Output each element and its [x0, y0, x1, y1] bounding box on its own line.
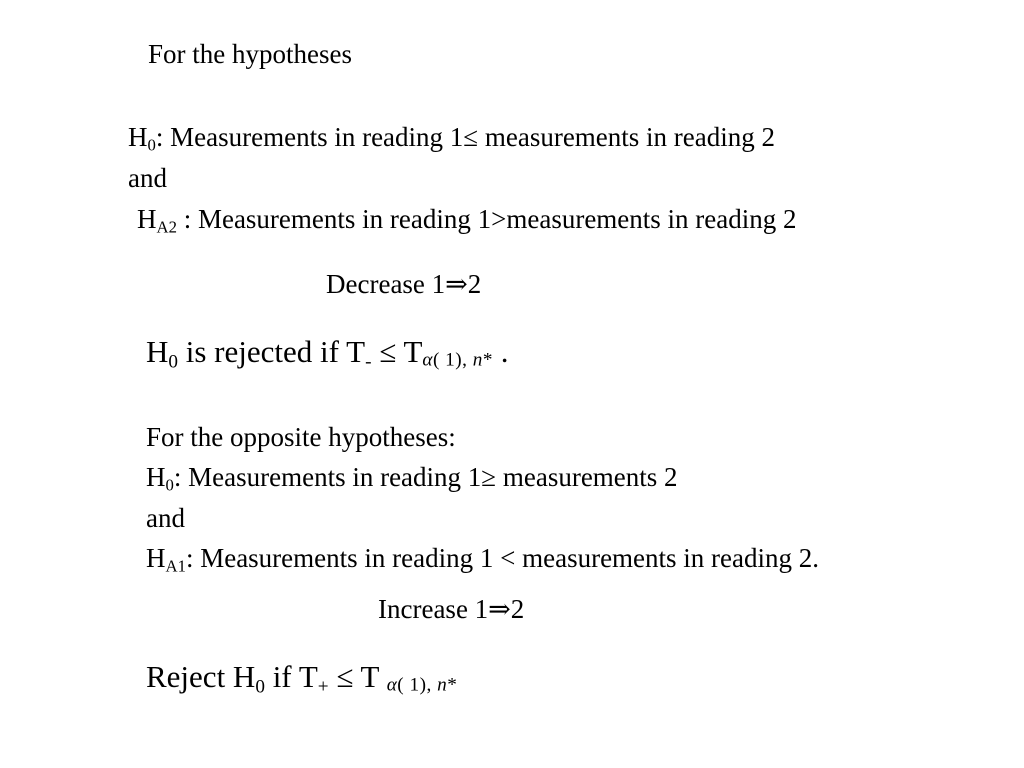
- star-symbol: *: [447, 674, 458, 696]
- alpha-symbol: α: [422, 349, 433, 371]
- h0-hypothesis-1: [128, 121, 775, 153]
- rule-h-letter: H: [146, 334, 169, 369]
- ha2-hypothesis: [137, 203, 797, 235]
- rule-leq: ≤ T: [371, 334, 423, 369]
- rule-start: Reject H: [146, 659, 256, 694]
- ha-letter: H: [137, 204, 157, 234]
- critical-value-subscript: [422, 349, 493, 370]
- critical-level: ( 1),: [432, 349, 473, 371]
- h0-subscript: 0: [165, 475, 174, 495]
- h0-hypothesis-2: [146, 461, 678, 493]
- ha-letter: H: [146, 543, 166, 573]
- ha-statement: : Measurements in reading 1 < measurements in reading 2.: [185, 543, 820, 573]
- direction-decrease: Decrease 1⇒2: [326, 269, 482, 299]
- alpha-symbol: α: [386, 674, 398, 696]
- ha-subscript: A1: [165, 556, 186, 576]
- and-connector-1: and: [128, 163, 167, 193]
- rule-text: if T: [264, 659, 318, 694]
- h0-statement: : Measurements in reading 1≤ measurements in reading 2: [155, 122, 776, 152]
- h0-letter: H: [146, 462, 166, 492]
- h0-statement: : Measurements in reading 1≥ measurements 2: [173, 462, 678, 492]
- critical-level: ( 1),: [397, 674, 438, 696]
- ha-subscript: A2: [156, 217, 177, 237]
- rule-h-subscript: 0: [168, 351, 178, 373]
- rejection-rule-1: [146, 334, 509, 373]
- h0-letter: H: [128, 122, 148, 152]
- rule-t-subscript: +: [317, 676, 329, 698]
- ha1-hypothesis: [146, 542, 819, 574]
- rejection-rule-2: [146, 659, 458, 698]
- star-symbol: *: [482, 349, 493, 371]
- opposite-intro-text: For the opposite hypotheses:: [146, 422, 456, 452]
- critical-value-subscript: [387, 674, 458, 695]
- n-symbol: n: [437, 674, 448, 696]
- rule-text: is rejected if T: [178, 334, 366, 369]
- n-symbol: n: [472, 349, 483, 371]
- h0-subscript: 0: [147, 135, 156, 155]
- rule-leq: ≤ T: [328, 659, 387, 694]
- intro-text: For the hypotheses: [148, 39, 352, 69]
- rule-t-subscript: -: [365, 351, 372, 373]
- rule-h-subscript: 0: [255, 676, 265, 698]
- ha-statement: : Measurements in reading 1>measurements in reading 2: [176, 204, 797, 234]
- rule-end: .: [492, 334, 509, 369]
- and-connector-2: and: [146, 503, 185, 533]
- direction-increase: Increase 1⇒2: [378, 594, 525, 624]
